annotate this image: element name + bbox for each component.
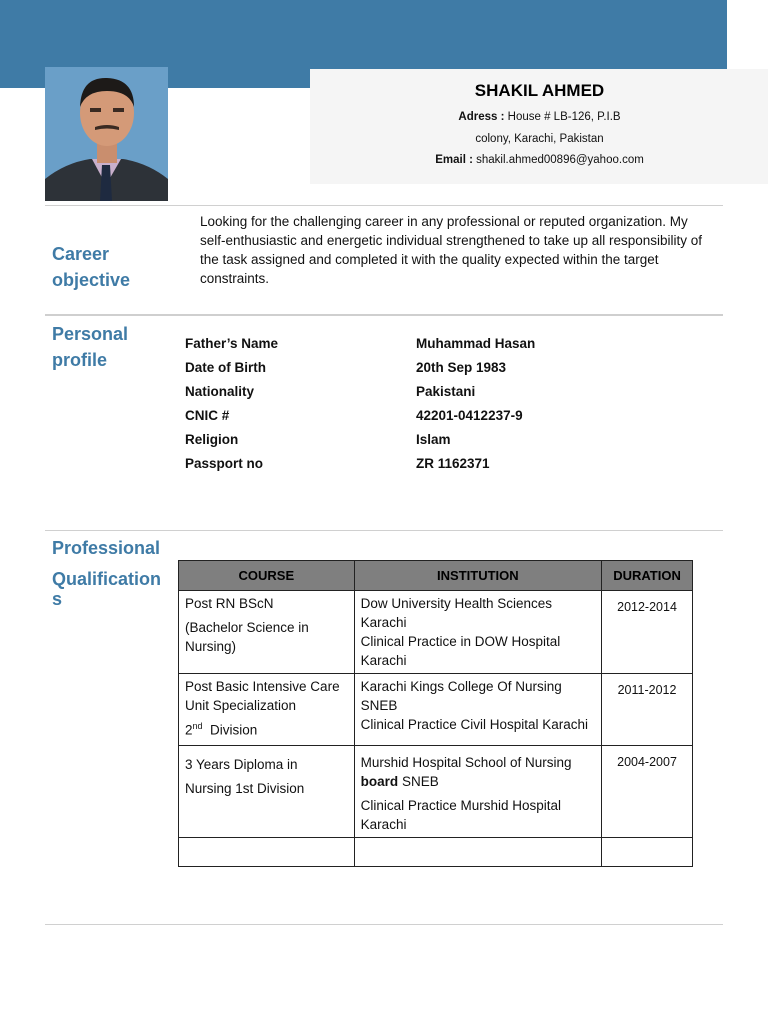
course-detail: [185, 717, 348, 740]
institution-practice: Clinical Practice Civil Hospital Karachi: [360, 717, 588, 732]
profile-label: Date of Birth: [185, 360, 266, 375]
profile-value: ZR 1162371: [416, 456, 490, 471]
career-objective-heading: Career objective: [52, 244, 131, 290]
heading-line: Qualification: [52, 569, 162, 589]
table-row: [179, 674, 693, 746]
divider: [45, 205, 723, 206]
table-row: [179, 746, 693, 838]
address-value: House # LB-126, P.I.B: [507, 111, 621, 123]
address-line-2: colony, Karachi, Pakistan: [475, 133, 604, 145]
division-number: 2: [185, 722, 193, 738]
profile-value: Muhammad Hasan: [416, 336, 536, 351]
institution-name: Karachi Kings College Of Nursing SNEB: [360, 679, 562, 713]
professional-qualifications-heading: [52, 535, 161, 612]
divider: [45, 530, 723, 531]
institution-name-part: Murshid Hospital School of Nursing: [360, 755, 572, 770]
institution-cell: [354, 746, 601, 838]
institution-practice: Clinical Practice in DOW Hospital Karachi: [360, 634, 561, 668]
personal-profile-heading: Personal profile: [52, 324, 129, 370]
heading-line: s: [52, 589, 63, 609]
qualifications-table: [178, 560, 693, 867]
address-label: Adress :: [458, 111, 505, 123]
course-cell: [179, 591, 355, 674]
profile-label: Passport no: [185, 456, 264, 471]
table-row-empty: [179, 838, 693, 867]
profile-value: 20th Sep 1983: [416, 360, 507, 375]
email-line: [310, 154, 768, 166]
ordinal-suffix: nd: [192, 721, 203, 731]
course-cell: [179, 746, 355, 838]
institution-practice: Clinical Practice Murshid Hospital Karachi: [360, 798, 561, 832]
profile-label: Father’s Name: [185, 336, 279, 351]
email-value[interactable]: shakil.ahmed00896@yahoo.com: [476, 154, 644, 166]
course-detail: (Bachelor Science in Nursing): [185, 620, 309, 654]
course-title: Post RN BScN: [185, 596, 274, 611]
contact-header: [310, 69, 768, 184]
candidate-name: SHAKIL AHMED: [474, 81, 605, 100]
profile-label: Religion: [185, 432, 239, 447]
empty-cell: [602, 838, 693, 867]
course-title: Post Basic Intensive Care Unit Specialization: [185, 679, 340, 713]
institution-cell: [354, 674, 601, 746]
address-line-1: [310, 111, 768, 123]
column-header-duration: DURATION: [602, 561, 693, 591]
duration-cell: 2011-2012: [602, 674, 693, 746]
divider: [45, 924, 723, 925]
profile-value: 42201-0412237-9: [416, 408, 523, 423]
empty-cell: [354, 838, 601, 867]
course-title: 3 Years Diploma in Nursing 1st Division: [185, 757, 305, 796]
empty-cell: [179, 838, 355, 867]
profile-photo: [45, 67, 168, 201]
column-header-institution: INSTITUTION: [354, 561, 601, 591]
profile-value: Pakistani: [416, 384, 476, 399]
division-word: Division: [210, 722, 258, 738]
institution-name: [361, 753, 595, 791]
table-header-row: [179, 561, 693, 591]
institution-name-part: SNEB: [398, 774, 439, 789]
profile-label: CNIC #: [185, 408, 230, 423]
profile-value: Islam: [416, 432, 451, 447]
profile-label: Nationality: [185, 384, 255, 399]
course-cell: [179, 674, 355, 746]
duration-cell: 2012-2014: [602, 591, 693, 674]
table-row: [179, 591, 693, 674]
institution-cell: [354, 591, 601, 674]
column-header-course: COURSE: [179, 561, 355, 591]
career-objective-text: Looking for the challenging career in any professional or reputed organization. My self-enthusiastic and energetic individual strengthened to take up all responsibility of the task assigned and completed it with the quality expected within the target constraints.: [200, 214, 703, 286]
email-label: Email :: [435, 154, 473, 166]
institution-name-bold: board: [360, 774, 399, 789]
duration-cell: 2004-2007: [602, 746, 693, 838]
heading-line: Professional: [52, 538, 161, 558]
institution-name: Dow University Health Sciences Karachi: [360, 596, 552, 630]
divider: [45, 314, 723, 316]
